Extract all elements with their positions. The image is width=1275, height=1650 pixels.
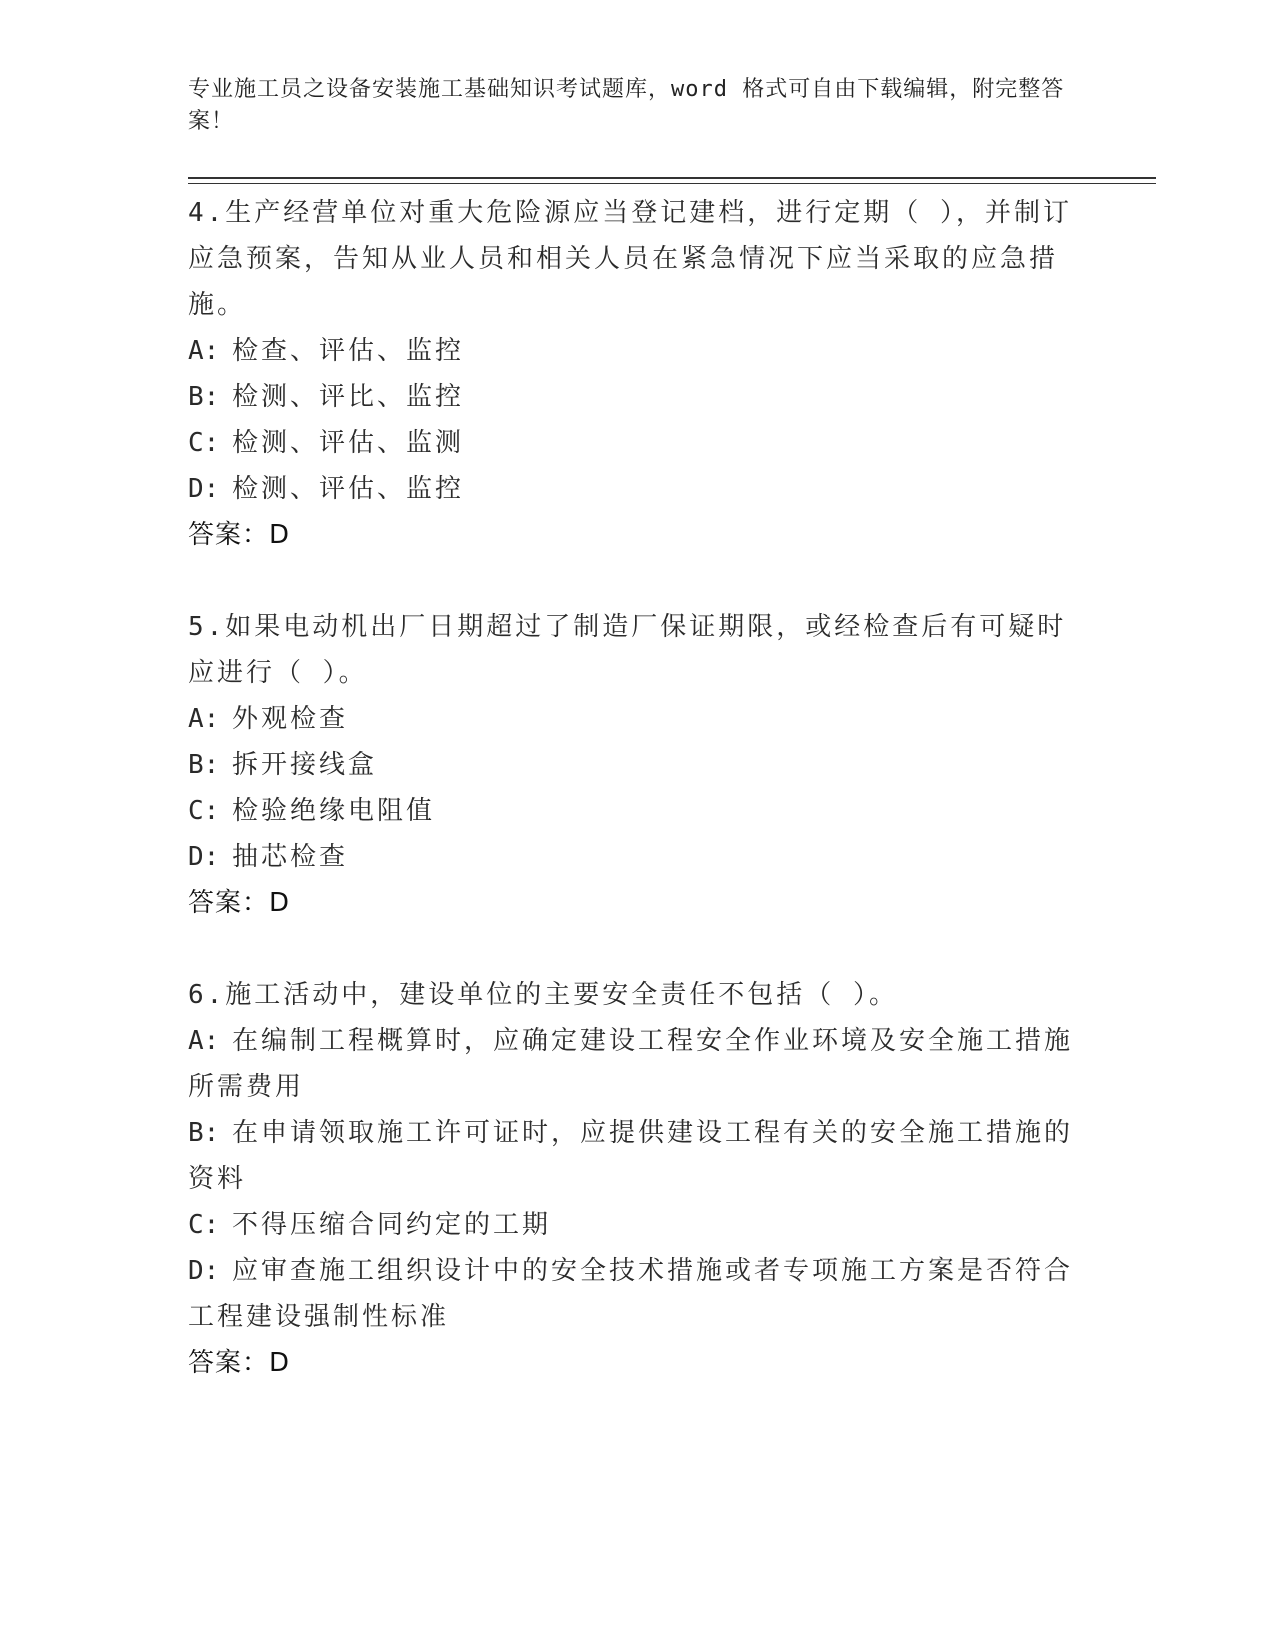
option-c <box>188 420 1088 466</box>
option-b <box>188 374 1088 420</box>
option-key: C: <box>188 796 220 826</box>
option-key: B: <box>188 382 220 412</box>
option-d <box>188 1248 1088 1340</box>
option-text: 检测、评比、监控 <box>232 382 465 412</box>
question-text: 5.如果电动机出厂日期超过了制造厂保证期限，或经检查后有可疑时应进行（ ）。 <box>188 612 1067 688</box>
header-divider-thick <box>188 177 1156 179</box>
option-text: 抽芯检查 <box>232 842 349 872</box>
question-text: 6.施工活动中，建设单位的主要安全责任不包括（ ）。 <box>188 980 898 1010</box>
option-text: 检测、评估、监控 <box>232 474 465 504</box>
option-key: B: <box>188 1118 220 1148</box>
option-d <box>188 834 1088 880</box>
option-text: 检验绝缘电阻值 <box>232 796 436 826</box>
option-text: 检测、评估、监测 <box>232 428 465 458</box>
option-c <box>188 788 1088 834</box>
option-text: 在编制工程概算时，应确定建设工程安全作业环境及安全施工措施所需费用 <box>188 1026 1074 1102</box>
option-key: D: <box>188 842 220 872</box>
answer-line: 答案：D <box>188 1348 291 1378</box>
question-6 <box>188 972 1088 1386</box>
answer-line: 答案：D <box>188 520 291 550</box>
option-key: C: <box>188 1210 220 1240</box>
option-key: C: <box>188 428 220 458</box>
question-5 <box>188 604 1088 926</box>
option-text: 应审查施工组织设计中的安全技术措施或者专项施工方案是否符合工程建设强制性标准 <box>188 1256 1074 1332</box>
question-text: 4.生产经营单位对重大危险源应当登记建档，进行定期（ ），并制订应急预案，告知从业人员和相关人员在紧急情况下应当采取的应急措施。 <box>188 198 1072 320</box>
option-text: 不得压缩合同约定的工期 <box>232 1210 552 1240</box>
option-b <box>188 1110 1088 1202</box>
answer-line: 答案：D <box>188 888 291 918</box>
option-d <box>188 466 1088 512</box>
option-b <box>188 742 1088 788</box>
option-a <box>188 696 1088 742</box>
option-key: A: <box>188 336 220 366</box>
option-text: 外观检查 <box>232 704 349 734</box>
option-text: 拆开接线盒 <box>232 750 378 780</box>
option-a <box>188 328 1088 374</box>
option-text: 检查、评估、监控 <box>232 336 465 366</box>
option-c <box>188 1202 1088 1248</box>
option-key: A: <box>188 1026 220 1056</box>
question-list <box>188 190 1088 1432</box>
option-key: D: <box>188 1256 220 1286</box>
option-a <box>188 1018 1088 1110</box>
document-header: 专业施工员之设备安装施工基础知识考试题库，word 格式可自由下载编辑，附完整答案！ <box>188 77 1065 134</box>
question-4 <box>188 190 1088 558</box>
option-key: B: <box>188 750 220 780</box>
option-key: D: <box>188 474 220 504</box>
header-divider-thin <box>188 183 1156 184</box>
option-key: A: <box>188 704 220 734</box>
option-text: 在申请领取施工许可证时，应提供建设工程有关的安全施工措施的资料 <box>188 1118 1074 1194</box>
